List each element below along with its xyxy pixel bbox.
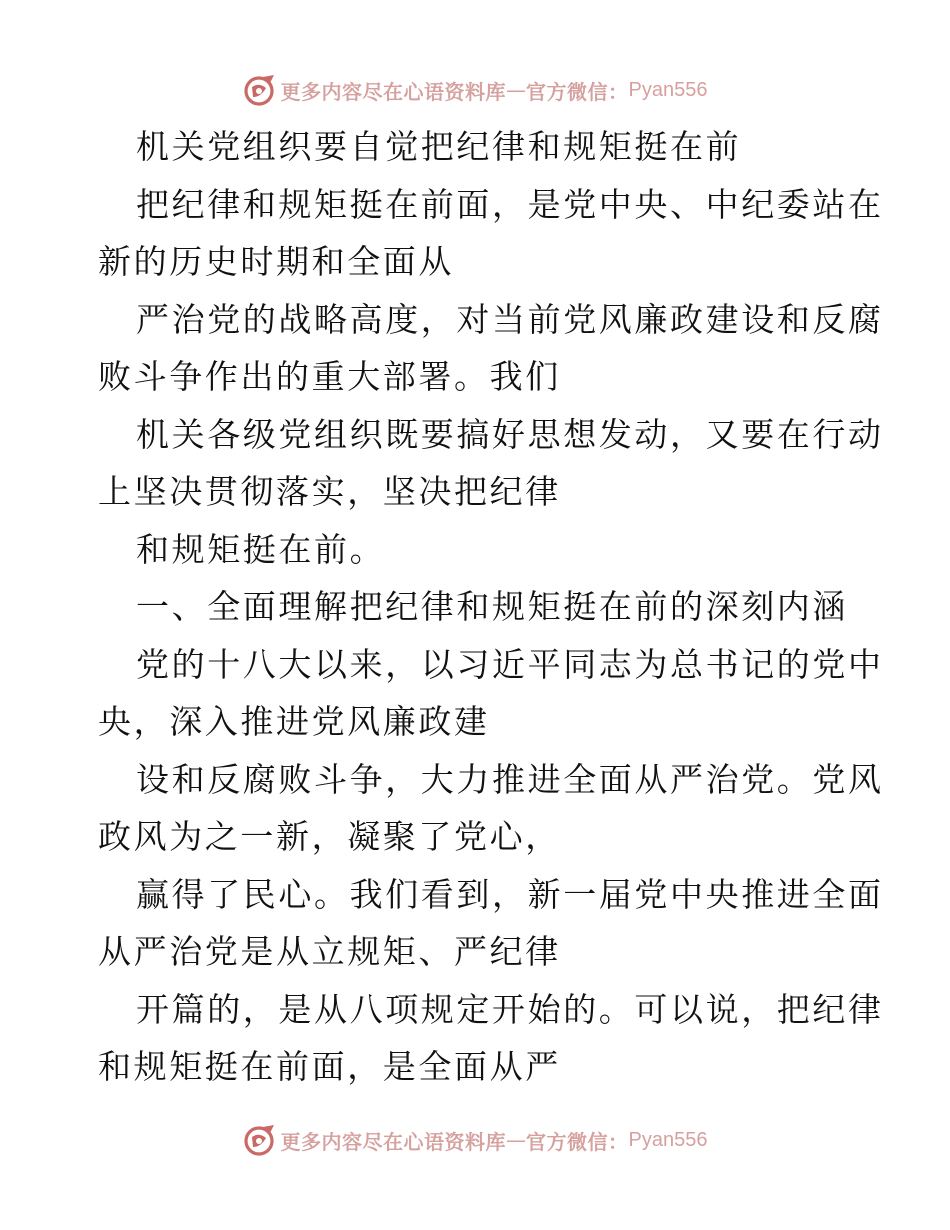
watermark-dash: — [506,78,527,102]
watermark-account-id: Pyan556 [628,78,708,101]
text-line: 机关各级党组织既要搞好思想发动，又要在行动 [136,414,884,454]
text-line: 央，深入推进党风廉政建 [98,702,490,741]
watermark-dash: — [506,1128,527,1152]
text-line: 败斗争作出的重大部署。我们 [98,357,561,396]
brush-logo-icon [243,73,277,107]
watermark-account-label: 官方微信： [526,1129,629,1154]
watermark-text: 更多内容尽在心语资料库 [280,79,507,104]
text-line: 设和反腐败斗争，大力推进全面从严治党。党风 [136,759,884,799]
footer-watermark [0,1120,950,1160]
brush-logo-icon [243,1123,277,1157]
text-line: 和规矩挺在前。 [136,529,386,569]
text-line: 把纪律和规矩挺在前面，是党中央、中纪委站在 [136,184,884,224]
text-line: 赢得了民心。我们看到，新一届党中央推进全面 [136,874,884,914]
watermark-account-label: 官方微信： [526,79,629,104]
text-line: 开篇的，是从八项规定开始的。可以说，把纪律 [136,989,884,1029]
text-line: 严治党的战略高度，对当前党风廉政建设和反腐 [136,299,884,339]
header-watermark [0,70,950,110]
text-line: 政风为之一新，凝聚了党心， [98,817,561,856]
text-line: 新的历史时期和全面从 [98,242,454,281]
text-line: 党的十八大以来，以习近平同志为总书记的党中 [136,644,884,684]
text-line: 一、全面理解把纪律和规矩挺在前的深刻内涵 [136,587,848,626]
text-line: 上坚决贯彻落实，坚决把纪律 [98,472,561,511]
document-body [98,118,884,1096]
text-line: 和规矩挺在前面，是全面从严 [98,1047,561,1086]
text-line: 机关党组织要自觉把纪律和规矩挺在前 [136,127,742,166]
watermark-text: 更多内容尽在心语资料库 [280,1129,507,1154]
text-line: 从严治党是从立规矩、严纪律 [98,932,561,971]
watermark-account-id: Pyan556 [628,1128,708,1151]
